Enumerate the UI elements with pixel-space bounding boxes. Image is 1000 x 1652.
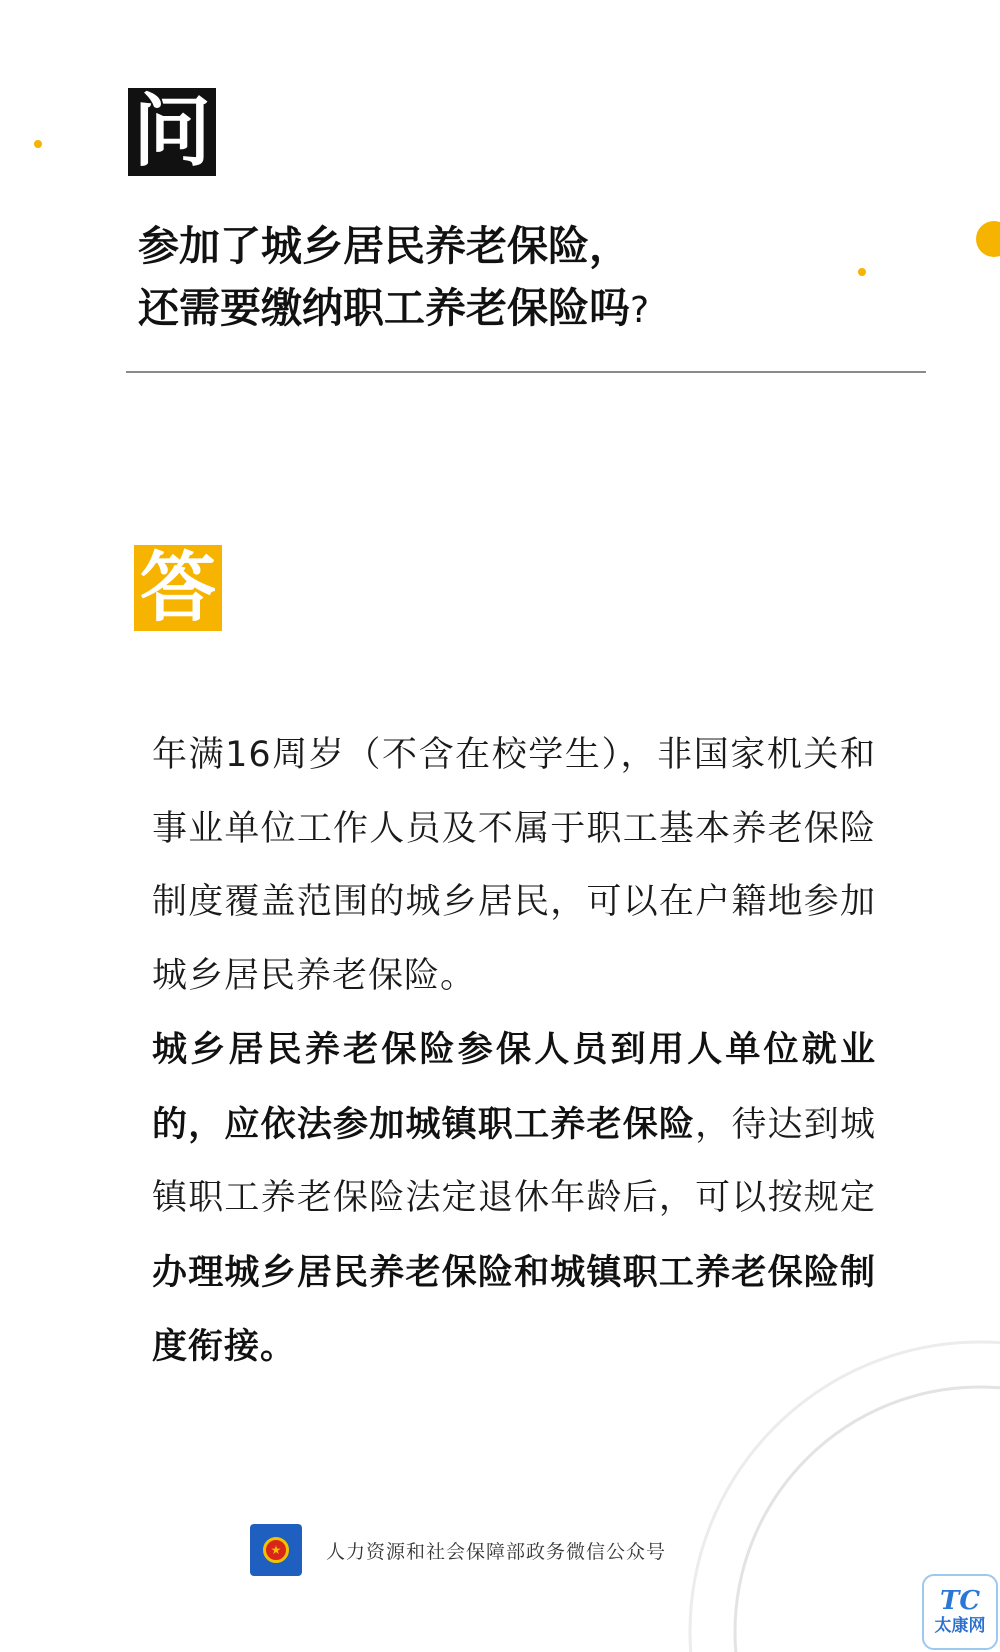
- question-badge: [128, 88, 216, 176]
- ministry-emblem-icon: [250, 1524, 302, 1576]
- emblem-star-icon: ★: [263, 1537, 289, 1563]
- question-line-2-text: 还需要缴纳职工养老保险吗: [138, 284, 630, 332]
- watermark-logo-icon: TC: [939, 1585, 981, 1616]
- question-divider: [126, 371, 926, 373]
- answer-plain-text: ，待达到城镇职工养老保险法定退休年龄后，可以按规定: [152, 1104, 876, 1218]
- answer-emphasis-1: 城乡居民养老保险参保人员到用人单位就业的，应依法参加城镇职工养老保险: [152, 1029, 876, 1145]
- footer-source-text: 人力资源和社会保障部政务微信公众号: [326, 1540, 667, 1563]
- answer-body: [152, 719, 876, 1385]
- decor-dot-right-large: [976, 221, 1000, 257]
- question-badge-label: 问: [132, 86, 211, 177]
- footer-source: [250, 1524, 666, 1576]
- answer-badge: [134, 545, 222, 631]
- decor-dot-right-small: [858, 268, 866, 276]
- answer-emphasis-2: 办理城乡居民养老保险和城镇职工养老保险制度衔接。: [152, 1251, 876, 1367]
- question-line-2: [138, 277, 858, 342]
- question-mark: ?: [630, 290, 650, 331]
- watermark-logo-text: 太康网: [934, 1615, 986, 1636]
- question-heading: [138, 215, 858, 342]
- answer-badge-label: 答: [140, 543, 216, 632]
- watermark-logo: [922, 1574, 998, 1650]
- answer-paragraph-1: 年满16周岁（不含在校学生），非国家机关和事业单位工作人员及不属于职工基本养老保险制度覆盖范围的城乡居民，可以在户籍地参加城乡居民养老保险。: [152, 735, 876, 996]
- answer-paragraph-2: [152, 1013, 876, 1385]
- question-line-1: 参加了城乡居民养老保险，: [138, 222, 630, 270]
- decor-dot-left: [34, 140, 42, 148]
